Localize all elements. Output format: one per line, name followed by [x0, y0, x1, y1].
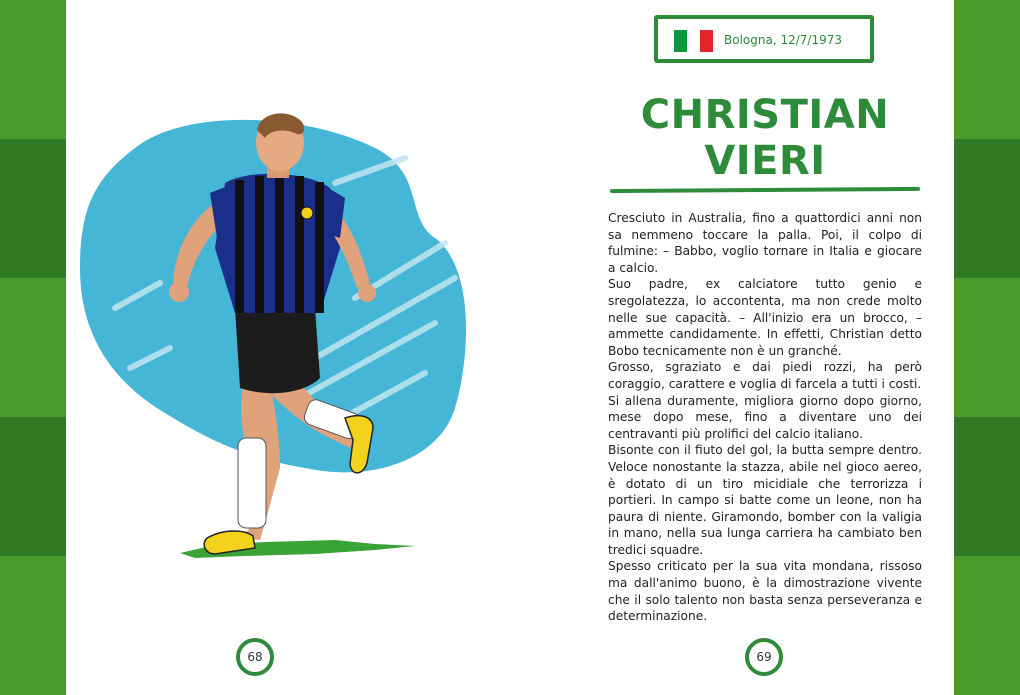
grass-stripe: [0, 556, 66, 695]
grass-stripe: [954, 556, 1020, 695]
birth-info-box: [654, 15, 874, 63]
grass-stripe: [0, 278, 66, 417]
grass-stripe: [954, 139, 1020, 278]
bio-paragraph: Bisonte con il fiuto del gol, la butta sempre dentro. Veloce nonostante la stazza, abile nel gioco aereo, è dotato di un tiro micidiale che terrorizza i portieri. In campo si batte come un leone, non ha paura di niente. Giramondo, bomber con la valigia in mano, nella sua lunga carriera ha cambiato ben tredici squadre.: [608, 443, 922, 557]
title-line-last-name: VIERI: [704, 138, 826, 184]
left-grass-border: [0, 0, 66, 695]
grass-stripe: [0, 0, 66, 139]
football-player-illustration: [75, 108, 475, 568]
title-line-first-name: CHRISTIAN: [640, 92, 890, 138]
bio-paragraph: Si allena duramente, migliora giorno dopo giorno, mese dopo mese, fino a diventare uno dei centravanti più prolifici del calcio italiano.: [608, 393, 922, 441]
player-name-title: [610, 92, 920, 184]
right-grass-border: [954, 0, 1020, 695]
bio-paragraph: Cresciuto in Australia, fino a quattordici anni non sa nemmeno toccare la palla. Poi, il colpo di fulmine: – Babbo, voglio tornare in Italia e giocare a calcio.: [608, 211, 922, 275]
grass-stripe: [954, 0, 1020, 139]
grass-stripe: [0, 417, 66, 556]
grass-stripe: [954, 417, 1020, 556]
grass-stripe: [954, 278, 1020, 417]
bio-paragraph: Grosso, sgraziato e dai piedi rozzi, ha però coraggio, carattere e voglia di farcela a tutti i costi.: [608, 360, 922, 391]
bio-paragraph: Suo padre, ex calciatore tutto genio e sregolatezza, lo accontenta, ma non crede molto nelle sue capacità. – All'inizio era un brocco, – ammette candidamente. In effetti, Christian detto Bobo tecnicamente non è un granché.: [608, 277, 922, 358]
bio-paragraph: Spesso criticato per la sua vita mondana, rissoso ma dall'animo buono, è la dimostrazione vivente che il solo talento non basta senza perseveranza e determinazione.: [608, 559, 922, 624]
biography-text: [608, 210, 922, 625]
italy-flag-icon: [674, 30, 713, 52]
page-number-left: 68: [236, 638, 274, 676]
page-number-right: 69: [745, 638, 783, 676]
birth-place-date: Bologna, 12/7/1973: [724, 33, 842, 47]
grass-stripe: [0, 139, 66, 278]
